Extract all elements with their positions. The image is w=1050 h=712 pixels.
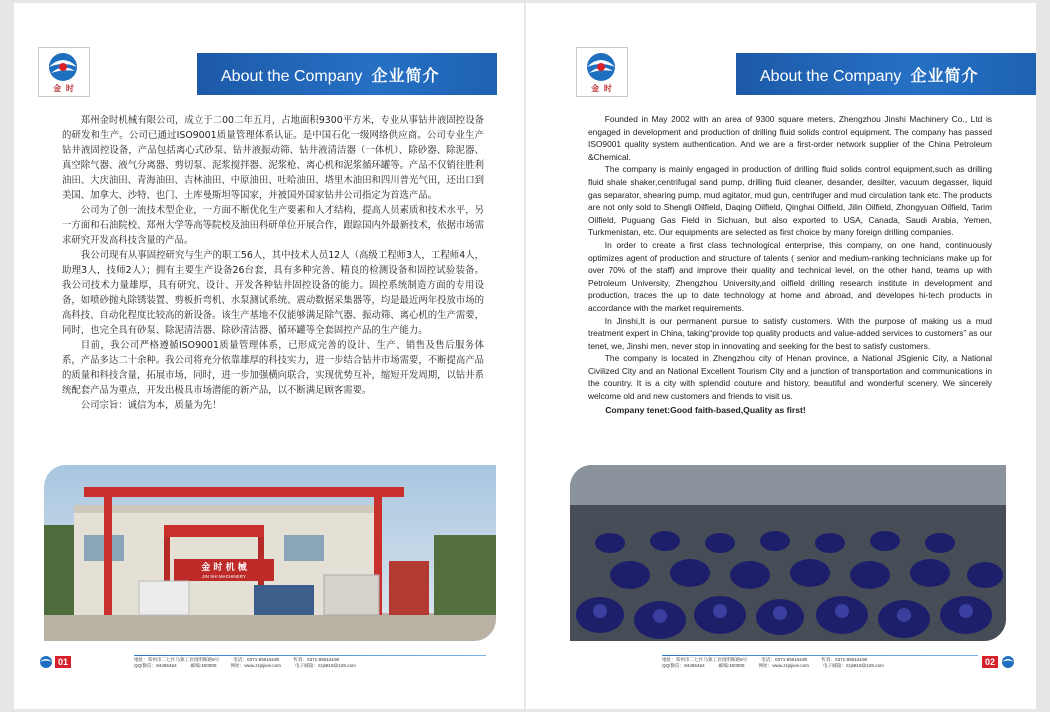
title-en: About the Company [760,68,902,85]
company-logo [576,47,628,97]
pumps-photo [570,465,1006,641]
paragraph: 郑州金时机械有限公司，成立于二00二年五月，占地面积9300平方米，专业从事钻井液固控设备的研发和生产。公司已通过ISO9001质量管理体系认证。是中国石化一级网络供应商。公司专业生产钻井液固控设备，产品包括离心式砂泵、钻井液振动筛、钻井液清洁器（一体机）、除砂器、除泥器、真空除气器、液气分离器、剪切泵、泥浆搅拌器、泥浆枪、离心机和泥浆循环罐等。产品不仅销往胜利油田、大庆油田、青海油田、吉林油田、中原油田、吐哈油田、塔里木油田和四川普光气田，还出口到美国、加拿大、沙特、也门、土库曼斯坦等国家，并被国外国家钻井公司指定为首选产品。 [62,115,484,201]
paragraph: The company is mainly engaged in production of drilling fluid solids control equipment,such as drilling fluid shale shaker,centrifugal sand pump, drilling fluid cleaner, desander, desilter, vacuum degasser, liquid gas separator, shearing pump, mud agitator, mud gun, centrifuger and mud circulation tank etc. The products are not only sold to Shengli Oilfield, Daqing Oilfield, Qinghai Oilfield, Jilin Oilfield, Zhongyuan Oilfield, Tarim Oilfield, Puguang Gas Field in Sichuan, but also exported to USA, Canada, Saudi Arabia, Yemen, Turkmenistan, etc. Our equipments are selected as first choice by many foreign drilling companies. [588,164,992,238]
footer-contact [134,657,370,669]
header-bar [736,53,1036,95]
footer-email: 电子邮箱：zzjs818@126.com [823,663,884,668]
paragraph: Founded in May 2002 with an area of 9300 square meters, Zhengzhou Jinshi Machinery Co., Ltd is engaged in development and production of drilling fluid solids control equipment. The company has passed ISO9001 quality system authentication. And we are a first-order network supplier of the China Petroleum &Chemical. [588,114,992,162]
paragraph: The company is located in Zhengzhou city of Henan province, a National JSgienic City, a National Civilized City and an National Excellent Tourism City and a junction of transportation and communications in the country. It is a city with splendid couture and history, beautiful and wonderful scenery. We sincerely welcome old and new customers and friends to visit us. [588,353,992,402]
footer-fax: 传真：0371-85516190 [293,657,340,662]
page-title [221,63,440,86]
footer-website: 网址：www.zzjsjixie.com [758,663,809,668]
swirl-logo-icon [43,51,83,85]
page-number: 01 [55,656,71,668]
right-page [526,3,1036,709]
paragraph: 目前，我公司严格遵循ISO9001质量管理体系，已形成完善的设计、生产、销售及售后服务体系，产品多达二十余种。我公司将充分依靠雄厚的科技实力，进一步结合钻井市场需要，不断提高产品的质量和科技含量，拓展市场，同时，进一步加强横向联合，实现优势互补，缩短开发周期，以钻井系统配套产品为重点，开发出极具市场潜能的新产品，以不断满足顾客需要。 [62,340,484,396]
page-title [760,63,979,86]
left-page [14,3,524,709]
footer-qq: QQ/微信：84465464 [662,663,705,668]
sign-text-zh: 金 时 机 械 [201,563,247,573]
footer-fax: 传真：0371-85516190 [821,657,868,662]
footer-logo-icon [38,654,54,673]
factory-photo [44,465,496,641]
logo-text: 金 时 [591,83,613,93]
footer-address: 地址：郑州市二七区马寨工业园明晖路6号 [662,657,748,662]
swirl-logo-icon [581,51,621,85]
footer-email: 电子邮箱：zzjs818@126.com [295,663,356,668]
footer-phone: 电话：0371-85516190 [761,657,808,662]
paragraph: In order to create a first class technological enterprise, this company, on one hand, continuously optimizes agent of production and structure of talents ( senior and medium-ranking technicians make up for over 70% of the staff) and improve their quality and technical level, on the other hand, teams up with Petroleum University, Zhengzhou University,and oilfield drilling research institute in development and production, traces the up to date technology at home and abroad, and developes hi-tech products in accordance with the market requirements. [588,239,992,313]
paragraph: In Jinshi,It is our permanent pursue to satisfy customers. With the purpose of making us a mud treatment expert in China, taking“provide top quality products and value-added services to customers” as our tenet, we, Jinshi men, never stop in innovating and seeking for the best to satisfy customers. [588,315,992,351]
paragraph: 公司为了创一流技术型企业，一方面不断优化生产要素和人才结构，提高人员素质和技术水平，另一方面和石油院校、郑州大学等高等院校及油田科研单位开展合作，跟踪国内外最新技术，依据市场需求研究开发高科技含量的产品。 [62,205,484,246]
paragraph: 我公司现有从事固控研究与生产的职工56人，其中技术人员12人（高级工程师3人，工程师4人，助理3人，技师2人）；拥有主要生产设备26台套，具有多种完善、精良的检测设备和固控试验装备。我公司技术力量雄厚，具有研究、设计、开发各种钻井固控设备的能力。固控系统制造方面的专用设备，如喷砂抛丸除锈装置、剪板折弯机、水泵测试系统、震动数据采集器等，均是最近两年投放市场的高科技、自动化程度比较高的新设备。该生产基地不仅能够满足除气器、振动筛、离心机的生产需要，同时，也完全具有砂泵、除泥清洁器、除砂清洁器、循环罐等全套固控产品的生产能力。 [62,250,484,336]
english-body-text [588,113,992,416]
chinese-body-text [62,113,484,413]
footer-postcode: 邮编:450000 [718,663,745,668]
logo-text: 金 时 [53,83,75,93]
company-tenet: Company tenet:Good faith-based,Quality as first! [605,404,806,415]
footer-divider [134,655,486,656]
page-number: 02 [982,656,998,668]
footer-phone: 电话：0371-85516190 [233,657,280,662]
paragraph: 公司宗旨：诚信为本，质量为先！ [80,400,222,411]
footer-qq: QQ/微信：84465464 [134,663,177,668]
title-zh: 企业简介 [910,66,979,85]
footer-address: 地址：郑州市二七区马寨工业园明晖路6号 [134,657,220,662]
footer-divider [662,655,978,656]
company-logo [38,47,90,97]
header-bar [197,53,497,95]
title-zh: 企业简介 [371,66,440,85]
footer-logo-icon [1000,654,1016,673]
footer-postcode: 邮编:450000 [190,663,217,668]
title-en: About the Company [221,68,363,85]
sign-text-en: JIN SHI MACHINERY [202,574,246,579]
footer-contact [662,657,898,669]
footer-website: 网址：www.zzjsjixie.com [230,663,281,668]
